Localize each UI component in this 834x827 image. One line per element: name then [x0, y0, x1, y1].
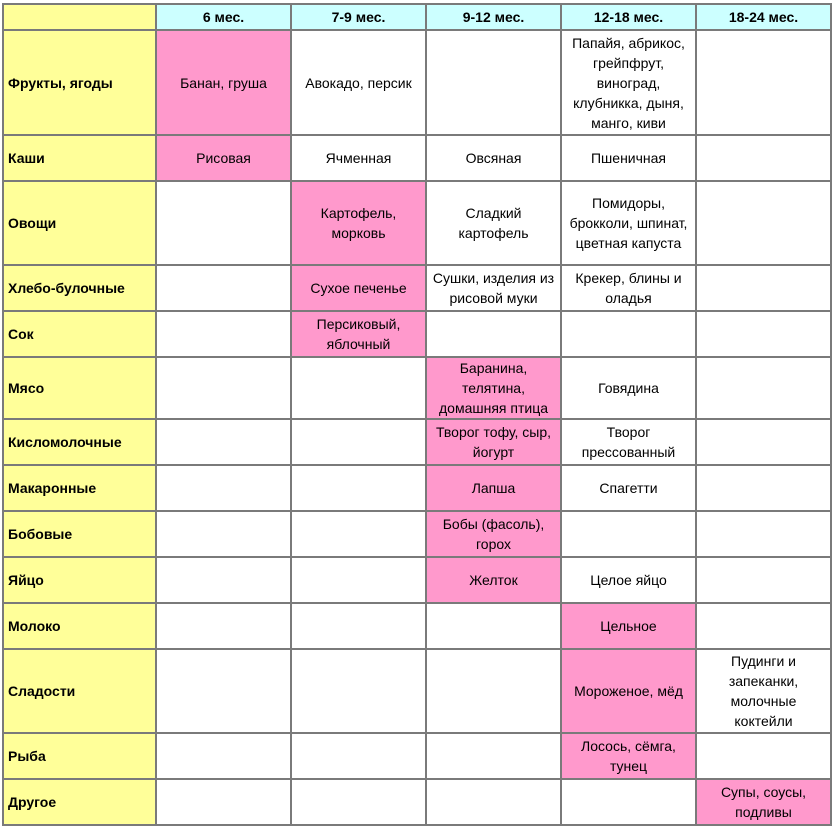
table-cell: Рисовая: [156, 135, 291, 181]
table-cell: Сладкий картофель: [426, 181, 561, 265]
table-cell: Желток: [426, 557, 561, 603]
table-cell: Банан, груша: [156, 30, 291, 135]
header-age-18-24: 18-24 мес.: [696, 4, 831, 30]
category-label: Овощи: [3, 181, 156, 265]
header-age-6: 6 мес.: [156, 4, 291, 30]
table-cell: Цельное: [561, 603, 696, 649]
table-cell: Пудинги и запеканки, молочные коктейли: [696, 649, 831, 733]
food-introduction-table: [2, 3, 832, 826]
table-cell: [696, 311, 831, 357]
table-cell: [696, 419, 831, 465]
table-row: [3, 511, 831, 557]
table-cell: [291, 357, 426, 419]
table-cell: [696, 265, 831, 311]
table-cell: [291, 649, 426, 733]
category-label: Фрукты, ягоды: [3, 30, 156, 135]
table-row: [3, 30, 831, 135]
table-cell: [696, 30, 831, 135]
table-cell: Сушки, изделия из рисовой муки: [426, 265, 561, 311]
table-cell: [156, 181, 291, 265]
table-cell: Говядина: [561, 357, 696, 419]
table-cell: Картофель, морковь: [291, 181, 426, 265]
table-cell: [291, 511, 426, 557]
table-cell: [696, 557, 831, 603]
table-cell: Персиковый, яблочный: [291, 311, 426, 357]
table-cell: [426, 30, 561, 135]
table-cell: Ячменная: [291, 135, 426, 181]
category-label: Хлебо-булочные: [3, 265, 156, 311]
table-cell: [696, 357, 831, 419]
table-row: [3, 181, 831, 265]
table-cell: [696, 733, 831, 779]
table-row: [3, 649, 831, 733]
table-row: [3, 779, 831, 825]
table-cell: [696, 511, 831, 557]
table-cell: [291, 779, 426, 825]
table-cell: [291, 733, 426, 779]
table-cell: [156, 465, 291, 511]
category-label: Сок: [3, 311, 156, 357]
table-row: [3, 135, 831, 181]
category-label: Кисломолочные: [3, 419, 156, 465]
table-cell: Пшеничная: [561, 135, 696, 181]
table-cell: Овсяная: [426, 135, 561, 181]
table-cell: Спагетти: [561, 465, 696, 511]
table-cell: [156, 419, 291, 465]
table-cell: Творог тофу, сыр, йогурт: [426, 419, 561, 465]
table-cell: [696, 135, 831, 181]
table-cell: [156, 733, 291, 779]
category-label: Рыба: [3, 733, 156, 779]
table-cell: Баранина, телятина, домашняя птица: [426, 357, 561, 419]
table-row: [3, 419, 831, 465]
table-cell: Мороженое, мёд: [561, 649, 696, 733]
category-label: Молоко: [3, 603, 156, 649]
table-cell: [696, 603, 831, 649]
table-cell: Целое яйцо: [561, 557, 696, 603]
table-cell: [291, 465, 426, 511]
table-cell: [291, 557, 426, 603]
table-cell: Творог прессованный: [561, 419, 696, 465]
table-cell: [156, 649, 291, 733]
header-age-12-18: 12-18 мес.: [561, 4, 696, 30]
table-cell: [561, 311, 696, 357]
table-cell: [561, 779, 696, 825]
table-cell: Сухое печенье: [291, 265, 426, 311]
table-cell: Лосось, сёмга, тунец: [561, 733, 696, 779]
table-row: [3, 265, 831, 311]
table-cell: Папайя, абрикос, грейпфрут, виноград, клубникка, дыня, манго, киви: [561, 30, 696, 135]
table-cell: [156, 357, 291, 419]
table-cell: [156, 779, 291, 825]
table-cell: [291, 419, 426, 465]
table-cell: [561, 511, 696, 557]
table-cell: Бобы (фасоль), горох: [426, 511, 561, 557]
category-label: Мясо: [3, 357, 156, 419]
category-label: Каши: [3, 135, 156, 181]
table-cell: [156, 511, 291, 557]
category-label: Другое: [3, 779, 156, 825]
table-cell: Супы, соусы, подливы: [696, 779, 831, 825]
table-cell: [156, 311, 291, 357]
table-row: [3, 733, 831, 779]
table-row: [3, 557, 831, 603]
table-cell: [156, 265, 291, 311]
category-label: Сладости: [3, 649, 156, 733]
header-age-9-12: 9-12 мес.: [426, 4, 561, 30]
category-label: Бобовые: [3, 511, 156, 557]
header-corner-cell: [3, 4, 156, 30]
table-row: [3, 465, 831, 511]
table-cell: [696, 465, 831, 511]
table-row: [3, 357, 831, 419]
table-cell: [156, 603, 291, 649]
category-label: Макаронные: [3, 465, 156, 511]
table-cell: Крекер, блины и оладья: [561, 265, 696, 311]
table-cell: Помидоры, брокколи, шпинат, цветная капуста: [561, 181, 696, 265]
table-cell: [426, 649, 561, 733]
header-row: [3, 4, 831, 30]
header-age-7-9: 7-9 мес.: [291, 4, 426, 30]
table-cell: [426, 733, 561, 779]
table-cell: Лапша: [426, 465, 561, 511]
table-row: [3, 603, 831, 649]
table-cell: Авокадо, персик: [291, 30, 426, 135]
table-row: [3, 311, 831, 357]
category-label: Яйцо: [3, 557, 156, 603]
table-cell: [696, 181, 831, 265]
table-cell: [426, 311, 561, 357]
table-cell: [426, 779, 561, 825]
table-cell: [426, 603, 561, 649]
table-cell: [291, 603, 426, 649]
table-cell: [156, 557, 291, 603]
